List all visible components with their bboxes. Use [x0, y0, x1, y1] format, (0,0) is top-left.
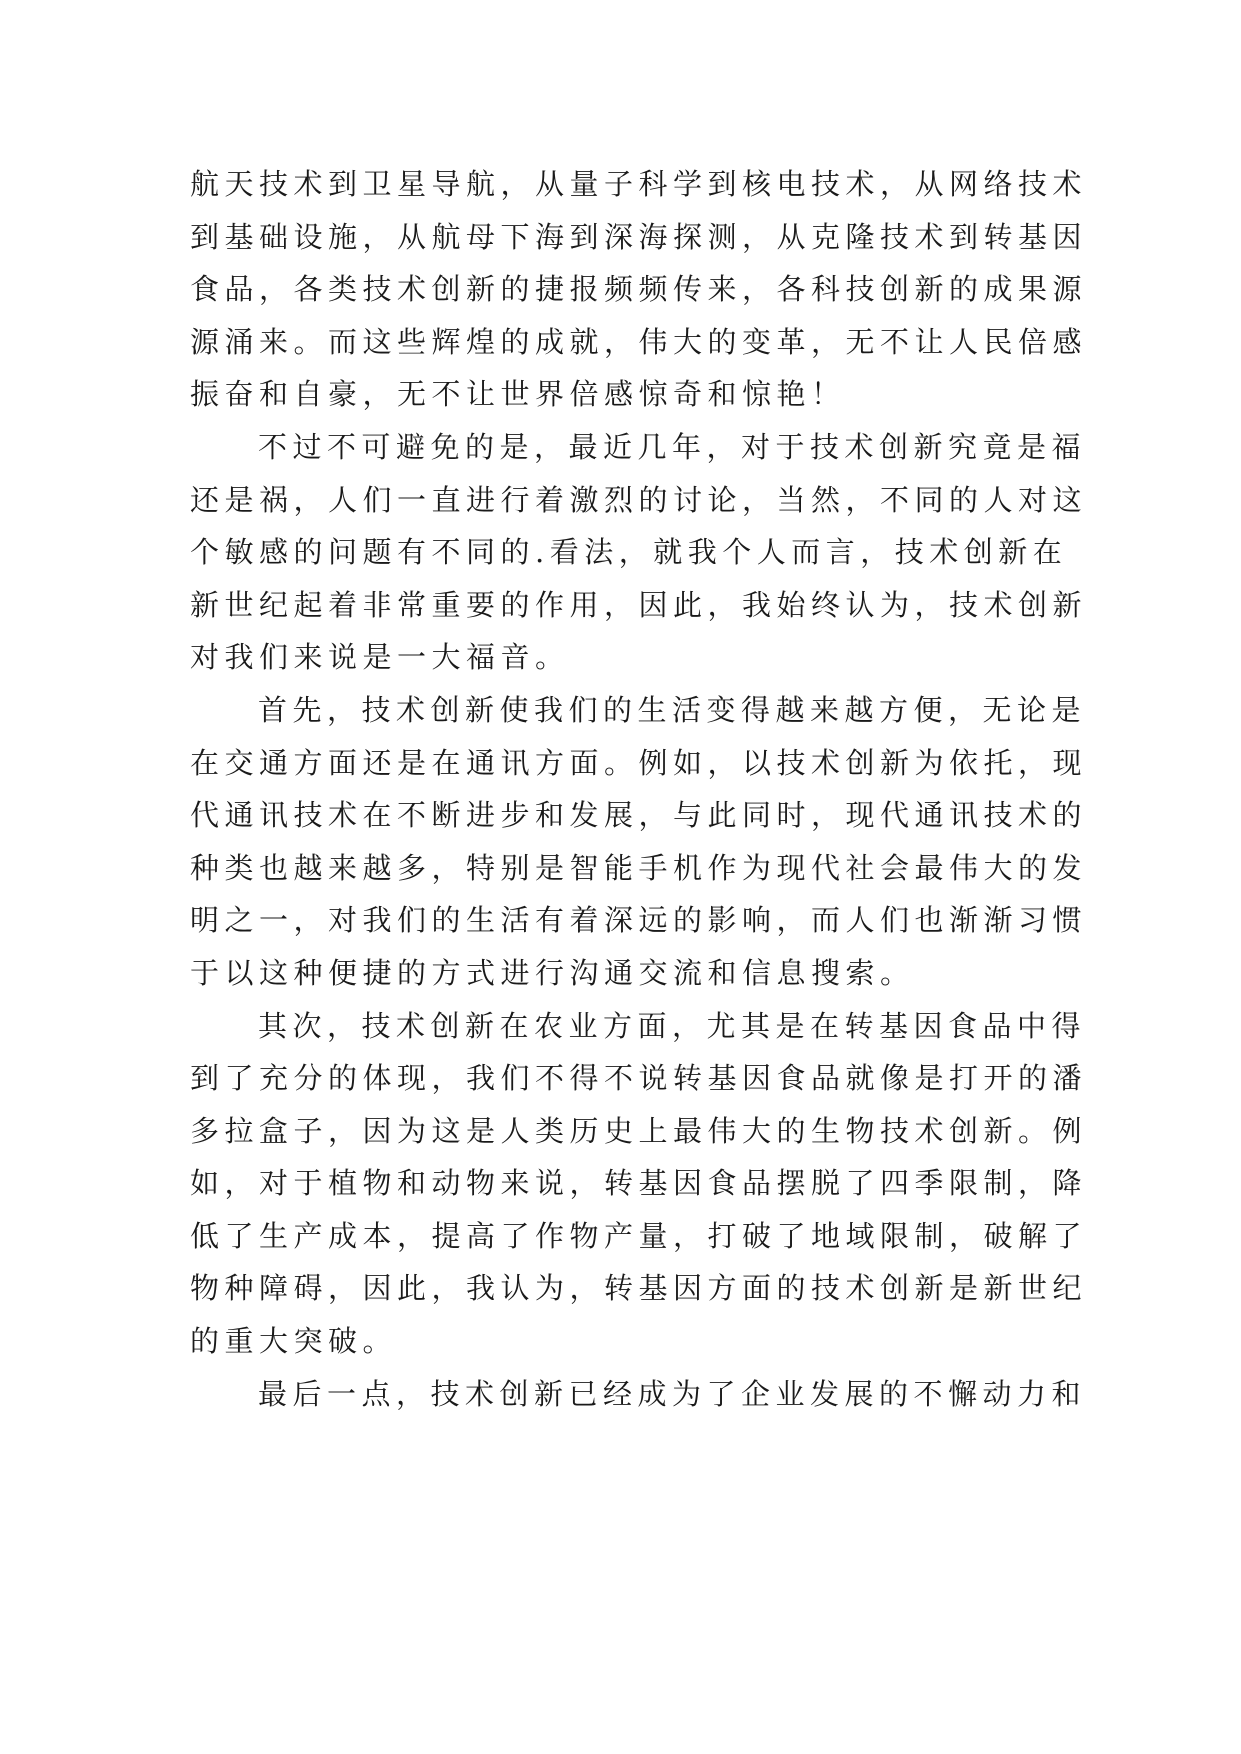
text-line: 新世纪起着非常重要的作用，因此，我始终认为，技术创新 — [190, 587, 1088, 622]
text-line: 航天技术到卫星导航，从量子科学到核电技术，从网络技术 — [190, 167, 1088, 201]
paragraph-first-line: 不过不可避免的是，最近几年，对于技术创新究竟是福 — [258, 429, 1087, 464]
text-line: 种类也越来越多，特别是智能手机作为现代社会最伟大的发 — [190, 850, 1088, 885]
text-line: 代通讯技术在不断进步和发展，与此同时，现代通讯技术的 — [190, 798, 1088, 833]
text-line: 物种障碍，因此，我认为，转基因方面的技术创新是新世纪 — [190, 1271, 1088, 1306]
text-line: 于以这种便捷的方式进行沟通交流和信息搜索。 — [190, 955, 915, 990]
paragraph-first-line: 首先，技术创新使我们的生活变得越来越方便，无论是 — [258, 692, 1087, 727]
text-line: 的重大突破。 — [190, 1324, 398, 1359]
text-line: 个敏感的问题有不同的.看法，就我个人而言，技术创新在 — [190, 535, 1068, 570]
paragraph-first-line: 其次，技术创新在农业方面，尤其是在转基因食品中得 — [258, 1008, 1087, 1043]
text-line: 源涌来。而这些辉煌的成就，伟大的变革，无不让人民倍感 — [190, 324, 1088, 359]
text-line: 如，对于植物和动物来说，转基因食品摆脱了四季限制，降 — [190, 1166, 1088, 1201]
text-line: 振奋和自豪，无不让世界倍感惊奇和惊艳！ — [190, 377, 846, 412]
text-line: 明之一，对我们的生活有着深远的影响，而人们也渐渐习惯 — [190, 903, 1088, 938]
text-line: 多拉盒子，因为这是人类历史上最伟大的生物技术创新。例 — [190, 1113, 1088, 1148]
text-line: 到基础设施，从航母下海到深海探测，从克隆技术到转基因 — [190, 219, 1088, 254]
text-line: 低了生产成本，提高了作物产量，打破了地域限制，破解了 — [190, 1218, 1088, 1253]
document-body-text — [190, 158, 1088, 1420]
text-line: 到了充分的体现，我们不得不说转基因食品就像是打开的潘 — [190, 1061, 1088, 1096]
paragraph-first-line: 最后一点，技术创新已经成为了企业发展的不懈动力和 — [258, 1376, 1087, 1411]
text-line: 还是祸，人们一直进行着激烈的讨论，当然，不同的人对这 — [190, 482, 1088, 517]
text-line: 食品，各类技术创新的捷报频频传来，各科技创新的成果源 — [190, 272, 1088, 307]
text-line: 在交通方面还是在通讯方面。例如，以技术创新为依托，现 — [190, 745, 1088, 780]
text-line: 对我们来说是一大福音。 — [190, 640, 570, 675]
